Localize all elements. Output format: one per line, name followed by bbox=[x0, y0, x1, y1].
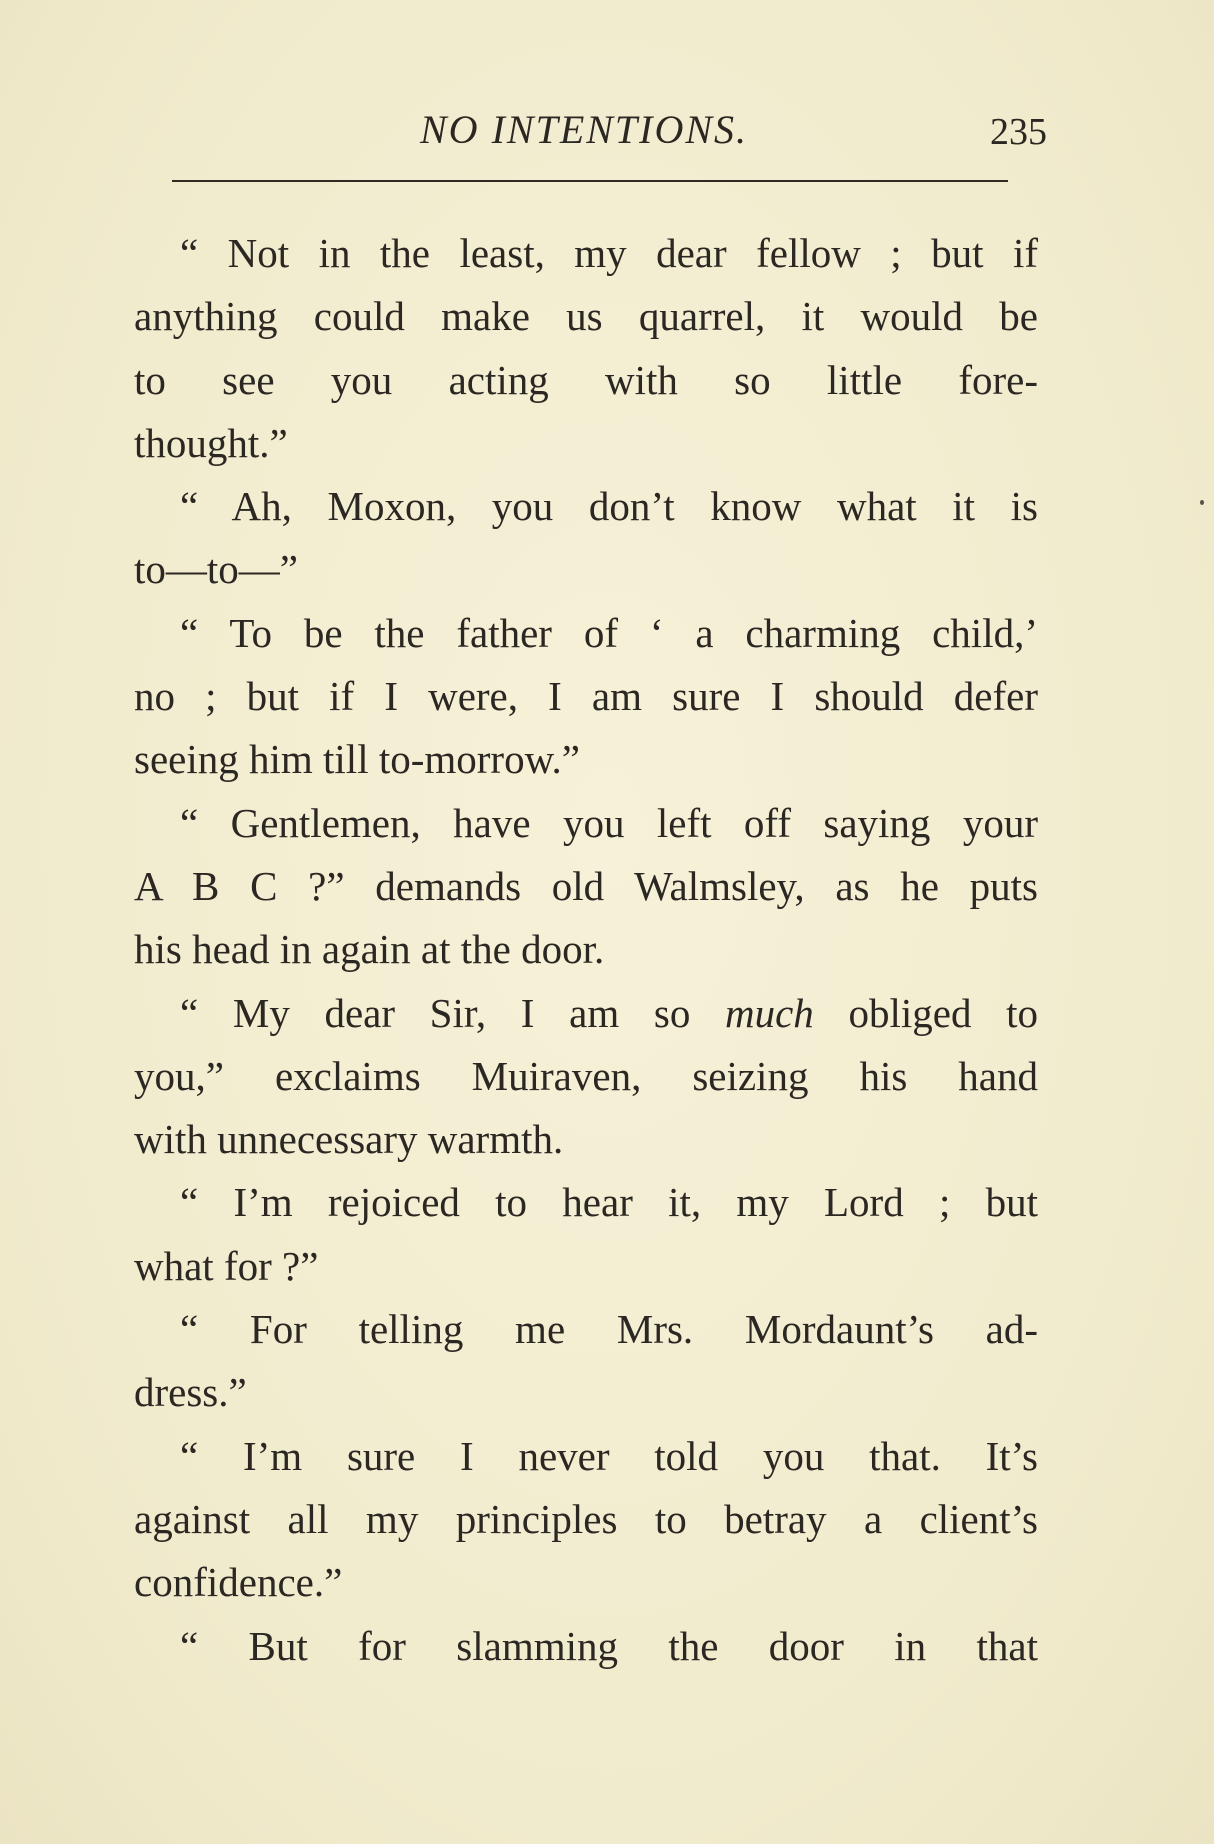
text-line: “ For telling me Mrs. Mordaunt’s ad- bbox=[180, 1306, 1038, 1353]
text-line: what for ?” bbox=[134, 1242, 319, 1289]
text-line: “ My dear Sir, I am so much obliged to bbox=[180, 989, 1039, 1036]
text-line: “ I’m rejoiced to hear it, my Lord ; but bbox=[180, 1179, 1038, 1226]
text-line: “ But for slamming the door in that bbox=[180, 1622, 1038, 1669]
body-text bbox=[134, 222, 1038, 1678]
emphasis-word: much bbox=[725, 989, 814, 1036]
header-rule bbox=[172, 180, 1008, 182]
text-line: “ Ah, Moxon, you don’t know what it is bbox=[180, 483, 1038, 530]
text-line: against all my principles to betray a client’s bbox=[134, 1495, 1038, 1542]
text-line: you,” exclaims Muiraven, seizing his hand bbox=[134, 1052, 1038, 1099]
text-line: dress.” bbox=[134, 1369, 247, 1416]
text-line: seeing him till to-morrow.” bbox=[134, 736, 580, 783]
text-line: anything could make us quarrel, it would be bbox=[134, 293, 1038, 340]
text-line: with unnecessary warmth. bbox=[134, 1116, 564, 1163]
text-line: “ Not in the least, my dear fellow ; but if bbox=[180, 230, 1038, 276]
text-line: “ To be the father of ‘ a charming child,’ bbox=[180, 609, 1038, 656]
text-line: his head in again at the door. bbox=[134, 926, 605, 973]
text-line: “ I’m sure I never told you that. It’s bbox=[180, 1432, 1038, 1479]
text-line: “ Gentlemen, have you left off saying your bbox=[180, 799, 1038, 846]
text-line: to—to—” bbox=[134, 546, 298, 593]
page-number: 235 bbox=[990, 111, 1047, 153]
text-line: A B C ?” demands old Walmsley, as he puts bbox=[134, 862, 1038, 909]
text-line: to see you acting with so little fore- bbox=[134, 356, 1038, 403]
text-line: thought.” bbox=[134, 419, 288, 466]
text-line: no ; but if I were, I am sure I should defer bbox=[134, 673, 1038, 720]
paper-speck bbox=[1200, 500, 1204, 505]
running-title: NO INTENTIONS. bbox=[420, 107, 749, 152]
running-head bbox=[0, 102, 1214, 162]
text-line: confidence.” bbox=[134, 1559, 343, 1606]
